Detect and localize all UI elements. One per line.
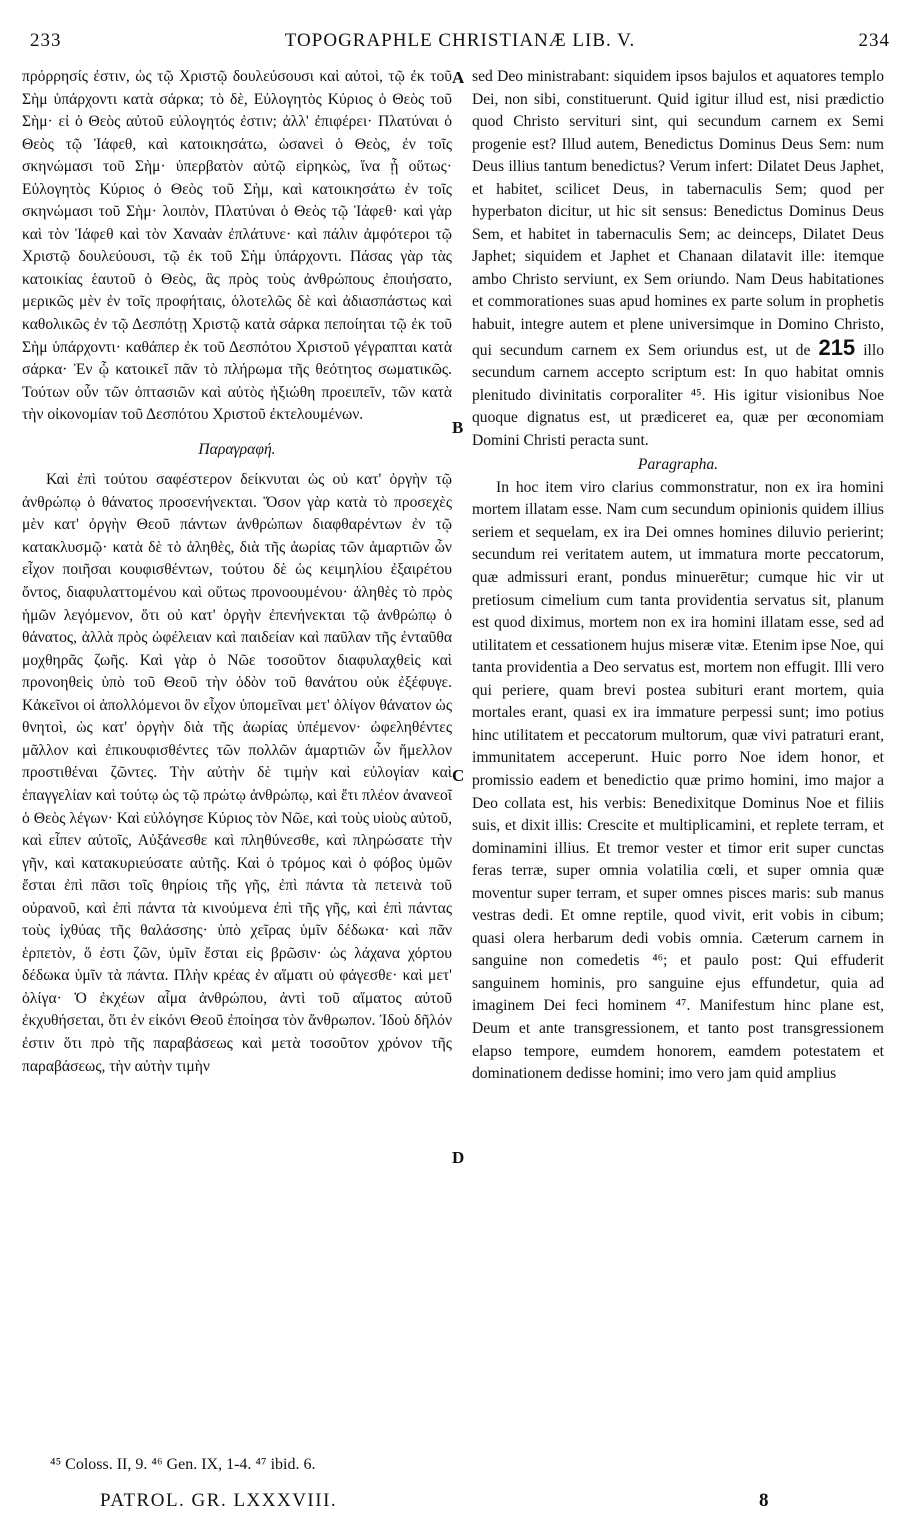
footer-signature-number: 8 bbox=[759, 1490, 770, 1511]
latin-section-title: Paragrapha. bbox=[637, 456, 719, 474]
latin-paragraph-1-text: sed Deo ministrabant: siquidem ipsos bajulos et aquatores templo Dei, non sibi, constituerunt. Quid igitur illud est, nisi prædictio quod Christo servituri sint, qui secundum carnem ex Semi progenie est? Illud autem, Benedictus Dominus Deus Sem: num Deus illius tantum benedictus? Verum infert: Dilatet Deus Japhet, et habitet, scilicet Deus, in tabernaculis Sem; quod per hyperbaton dicitur, ut hic sit sensus: Benedictus Dominus Deus Sem, et habitet in tabernaculis Sem; ac deinceps, Dilatet Deus Japhet; siquidem et Japhet et Chanaan dilatavit ille: itemque ambo Christo serviunt, ex Sem oriundo. Nam Deus habitationes et commorationes suas apud homines ex parte solum in prophetis habuit, integre autem et plene universimque in Domino Christo, qui secundum carnem ex Sem oriundus est, ut de bbox=[472, 68, 884, 359]
footnotes: ⁴⁵ Coloss. II, 9. ⁴⁶ Gen. IX, 1-4. ⁴⁷ ibid. 6. bbox=[50, 1456, 316, 1473]
greek-paragraph-1: πρόρρησίς ἐστιν, ὡς τῷ Χριστῷ δουλεύσουσι καὶ αὐτοὶ, τῷ ἐκ τοῦ Σὴμ ὑπάρχοντι κατὰ σάρκα; τὸ δὲ, Εὐλογητὸς Κύριος ὁ Θεὸς τοῦ Σὴμ· εἰ ὁ Θεὸς αὐτοῦ εὐλογητός ἐστιν; ἀλλ' ἐπιφέρει· Πλατύναι ὁ Θεὸς τῷ Ἰάφεθ, καὶ κατοικησάτω, ὡσανεὶ ὁ Θεὸς, ἐν τοῖς σκηνώμασι τοῦ Σὴμ· ὑπερβατὸν αὐτῷ εἰρηκὼς, ἵνα ᾖ οὕτως· Εὐλογητὸς Κύριος ὁ Θεὸς τοῦ Σὴμ, καὶ κατοικησάτω ἐν τοῖς σκηνώμασι τοῦ Σὴμ· λοιπὸν, Πλατύναι ὁ Θεὸς τῷ Ἰάφεθ· καὶ γὰρ καὶ τὸν Ἰάφεθ καὶ τὸν Χαναὰν ἐπλάτυνε· καὶ πάλιν ἀμφότεροι τῷ Χριστῷ δουλεύουσι, τῷ ἐκ τοῦ Σὴμ ὑπάρχοντι. Πάσας γὰρ τὰς κατοικίας ἑαυτοῦ ὁ Θεὸς, ἃς πρὸς τοὺς ἀνθρώπους ἐποιήσατο, μερικῶς μὲν ἐν τοῖς προφήταις, ὁλοτελῶς δὲ καὶ ἀδιασπάστως καὶ καθολικῶς ἐν τῷ Δεσπότῃ Χριστῷ κατὰ σάρκα πεποίηται τῷ ἐκ τοῦ Σὴμ ὑπάρχοντι· καθάπερ ἐκ τοῦ Δεσπότου Χριστοῦ γέγραπται κατὰ σάρκα· Ἐν ᾧ κατοικεῖ πᾶν τὸ πλήρωμα τῆς θεότητος σωματικῶς. Τούτων οὖν τῶν ὀπτασιῶν καὶ αὐτὸς ἠξιώθη προειπεῖν, τῶν κατὰ τὴν οἰκονομίαν τοῦ Δεσπότου Χριστοῦ ἐκτελουμένων. bbox=[22, 68, 452, 424]
margin-marker-a: A bbox=[452, 68, 465, 87]
latin-paragraph-1-continued: illo secundum carnem accepto scriptum est: In quo habitat omnis plenitudo divinitatis corporaliter ⁴⁵. His igitur visionibus Noe quoque dignatus est, ut prædiceret ea, quæ per œconomiam Domini Christi peracta sunt. bbox=[472, 341, 885, 449]
running-header bbox=[30, 30, 890, 56]
footer-series: PATROL. GR. LXXXVIII. bbox=[100, 1490, 338, 1511]
column-number: 215 bbox=[818, 334, 856, 360]
latin-paragraph-1 bbox=[472, 66, 884, 452]
margin-marker-b: B bbox=[452, 418, 464, 437]
running-title: TOPOGRAPHLE CHRISTIANÆ LIB. V. bbox=[284, 30, 636, 51]
page-number-right: 234 bbox=[858, 30, 890, 51]
greek-paragraph-2: Καὶ ἐπὶ τούτου σαφέστερον δείκνυται ὡς οὐ κατ' ὀργὴν τῷ ἀνθρώπῳ ὁ θάνατος προσενήνεκται. Ὅσον γὰρ κατὰ τὸ προσεχὲς μὲν κατ' ὀργὴν Θεοῦ πάντων ἀνθρώπων διαφθαρέντων ἐν τῷ κατακλυσμῷ· κατὰ δὲ τὸ ἀληθὲς, διὰ τῆς ἀωρίας τῶν ἁμαρτιῶν ὧν εἶχον ποιῆσαι κουφισθέντων, τούτου δὲ ὡς κειμηλίου ἐξαιρέτου ὄντος, διαφυλαττομένου καὶ οὕτως προνοουμένου· ἀληθὲς τὸ πρὸς ἡμῶν λεγόμενον, ὅτι οὐ κατ' ὀργὴν ἐπενήνεκται τῷ ἀνθρώπῳ ὁ θάνατος, ἀλλὰ πρὸς ὠφέλειαν καὶ παιδείαν καὶ παῦλαν τῆς ἐνταῦθα μοχθηρᾶς ζωῆς. Καὶ γὰρ ὁ Νῶε τοσοῦτον διαφυλαχθεὶς καὶ προνοηθεὶς ὑπὸ τοῦ Θεοῦ τὴν ὁδὸν τοῦ θανάτου οὐκ ἐξέφυγε. Κἀκεῖνοι οἱ ἀπολλόμενοι ὃν εἶχον ὑπομεῖναι μετ' ὀλίγον θάνατον ὡς θνητοὶ, ὡς κατ' ὀργὴν διὰ τῆς ἀωρίας ὑπέμενον· ὠφεληθέντες μᾶλλον καὶ ἐπικουφισθέντες τῶν πολλῶν ἁμαρτιῶν ὧν ἤμελλον προστιθέναι ζῶντες. Τὴν αὐτὴν δὲ τιμὴν καὶ εὐλογίαν καὶ ἐπαγγελίαν καὶ τούτῳ ὡς τῷ πρώτῳ ἀνθρώπῳ, καὶ ἔτι πλέον ἀνανεοῖ ὁ Θεὸς λέγων· Καὶ εὐλόγησε Κύριος τὸν Νῶε, καὶ τοὺς υἱοὺς αὐτοῦ, καὶ εἶπεν αὐτοῖς, Αὐξάνεσθε καὶ πληθύνεσθε, καὶ πληρώσατε τὴν γῆν, καὶ κατακυριεύσατε αὐτῆς. Καὶ ὁ τρόμος καὶ ὁ φόβος ὑμῶν ἔσται ἐπὶ πᾶσι τοῖς θηρίοις τῆς γῆς, ἐπὶ πάντα τὰ πετεινὰ τοῦ οὐρανοῦ, καὶ ἐπὶ πάντα τὰ κινούμενα ἐπὶ τῆς γῆς, καὶ ἐπὶ πάντας τοὺς ἰχθύας τῆς θαλάσσης· ὑπὸ χεῖρας ὑμῖν δέδωκα· καὶ πᾶν ἑρπετὸν, ὅ ἐστι ζῶν, ὑμῖν ἔσται εἰς βρῶσιν· ὡς λάχανα χόρτου δέδωκα ὑμῖν τὰ πάντα. Πλὴν κρέας ἐν αἵματι οὐ φάγεσθε· καὶ μετ' ὀλίγα· Ὁ ἐκχέων αἷμα ἀνθρώπου, ἀντὶ τοῦ αἵματος αὐτοῦ ἐκχυθήσεται, ὅτι ἐν εἰκόνι Θεοῦ ἐποίησα τὸν ἄνθρωπον. Ἰδοὺ δῆλόν ἐστιν ὅτι πρὸ τῆς παραβάσεως καὶ μετὰ τοσοῦτον χρόνον τῆς παραβάσεως, τὴν αὐτὴν τιμὴν bbox=[22, 471, 452, 1075]
margin-marker-d: D bbox=[452, 1148, 465, 1167]
latin-paragraph-2: In hoc item viro clarius commonstratur, non ex ira homini mortem illatam esse. Nam cum secundum opinionis quidem illius seriem et sequelam, ex ira Dei omnes homines diluvio perierint; secundum rei veritatem autem, ut immatura morte peccatorum, quæ admissuri erant, pondus minuerētur; cumque hic vir ut pretiosum cimelium cum tanta providentia servatus sit, planum est quod diximus, mortem non ex ira homini illatam esse, sed ad utilitatem et cessationem hujus miseræ vitæ. Etenim ipse Noe, qui tanta providentia a Deo servatus est, mortem non effugit. Illi vero qui periere, quam brevi postea subituri erant mortem, quia mortales erant, quasi ex ira immature perpessi sunt; imo potius hinc utilitatem et peccatorum multorum, quæ vivi patraturi erant, immunitatem acceperunt. Huic porro Noe idem honor, et promissio eadem et benedictio quæ primo homini, imo major a Deo collata est, his verbis: Benedixitque Dominus Noe et filiis suis, et dixit illis: Crescite et multiplicamini, et replete terram, et dominamini illius. Et tremor vester et timor erit super cunctas feras terræ, super omnia volatilia cœli, et super omnia quæ moventur super terram, et super omnes pisces maris: sub manus vestras dedi. Et omne reptile, quod vivit, erit vobis in cibum; quasi olera herbarum dedi vobis omnia. Cæterum carnem in sanguine non comedetis ⁴⁶; et paulo post: Qui effuderit sanguinem hominis, pro sanguine ejus effundetur, quia ad imaginem Dei feci hominem ⁴⁷. Manifestum hinc plane est, Deum et ante transgressionem, et tanto post transgressionem elapso tempore, eumdem honorem, eamdem potestatem et dominationem dedisse homini; imo vero jam quid amplius bbox=[472, 478, 884, 1083]
latin-column bbox=[472, 66, 884, 1086]
greek-section-title: Παραγραφή. bbox=[198, 440, 276, 458]
margin-marker-c: C bbox=[452, 766, 465, 785]
page-number-left: 233 bbox=[30, 30, 62, 51]
greek-column bbox=[22, 66, 452, 1078]
